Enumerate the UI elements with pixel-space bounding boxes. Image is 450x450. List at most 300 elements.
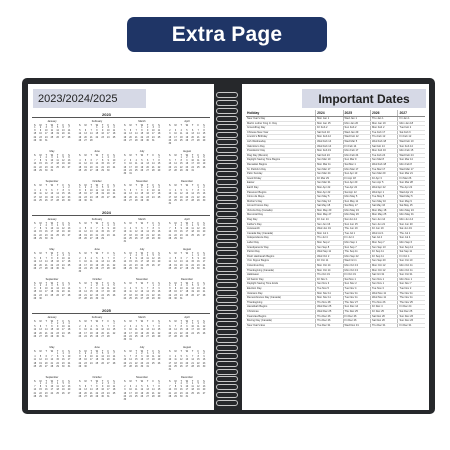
day-number: 14 xyxy=(152,389,155,392)
holiday-name-cell: Groundhog Day xyxy=(246,126,316,131)
binding-ring xyxy=(214,100,242,107)
holiday-date-cell: Sun Jun 20 xyxy=(398,222,425,227)
day-number: 8 xyxy=(101,228,104,231)
weekday-label: F xyxy=(107,350,110,353)
day-number: 21 xyxy=(33,392,37,395)
day-number: 21 xyxy=(50,362,54,365)
holiday-date-cell: Sun Mar 28 xyxy=(398,181,425,186)
day-number: 31 xyxy=(185,395,189,398)
day-number: 18 xyxy=(89,332,93,335)
holiday-date-cell: Sun Sep 7 xyxy=(343,245,370,250)
day-number: 15 xyxy=(152,231,155,234)
day-number: 12 xyxy=(62,386,65,389)
day-number: 4 xyxy=(79,228,81,231)
day-number: 18 xyxy=(157,193,161,196)
day-number: 18 xyxy=(185,291,189,294)
holiday-date-cell: Wed May 5 xyxy=(398,195,425,200)
holiday-date-cell: Mon May 25 xyxy=(371,213,398,218)
day-number: 6 xyxy=(186,356,188,359)
day-number: 7 xyxy=(96,228,98,231)
holiday-name-cell: New Year's Eve xyxy=(246,323,316,328)
holiday-name-cell: Flag Day (Mexico) xyxy=(246,153,316,158)
day-number: 7 xyxy=(90,386,92,389)
month-calendar xyxy=(77,120,117,143)
day-number: 18 xyxy=(39,196,42,199)
weekday-label: W xyxy=(185,350,189,353)
day-number: 12 xyxy=(84,163,87,166)
day-number: 17 xyxy=(129,392,132,395)
month-name: December xyxy=(181,376,193,379)
day-number: 23 xyxy=(39,136,42,139)
day-number: 27 xyxy=(89,169,93,172)
day-number: 16 xyxy=(56,329,59,332)
weekday-label: T xyxy=(56,252,59,255)
day-number: 22 xyxy=(56,362,59,365)
day-number: 10 xyxy=(101,288,104,291)
day-number: 2 xyxy=(56,323,59,325)
day-number: 21 xyxy=(191,362,194,365)
day-number: 8 xyxy=(152,228,154,231)
day-number: 15 xyxy=(179,163,183,166)
day-number: 18 xyxy=(134,392,138,395)
weekday-label: S xyxy=(169,252,171,255)
day-number: 31 xyxy=(62,335,65,338)
day-number: 3 xyxy=(113,157,115,159)
holiday-date-cell: Sun Mar 9 xyxy=(343,158,370,163)
day-number: 23 xyxy=(44,234,48,237)
weekday-label: W xyxy=(50,222,54,225)
day-number: 15 xyxy=(33,133,37,136)
day-number: 4 xyxy=(113,383,115,385)
day-number: 30 xyxy=(84,199,87,202)
day-number: 26 xyxy=(95,267,99,270)
day-number: 11 xyxy=(146,258,149,261)
weekday-label: W xyxy=(50,320,54,323)
day-number: 26 xyxy=(157,362,161,365)
day-number: 11 xyxy=(50,130,54,133)
day-number: 18 xyxy=(129,234,132,237)
holiday-date-cell: Fri Oct 31 xyxy=(343,273,370,278)
day-number: 7 xyxy=(56,190,59,193)
month-name: April xyxy=(184,218,190,221)
day-number: 6 xyxy=(90,160,92,163)
weekday-label: M xyxy=(39,154,42,157)
day-number: 15 xyxy=(157,329,161,332)
ring-shape xyxy=(216,226,238,232)
month-name: September xyxy=(45,376,59,379)
day-number: 28 xyxy=(191,199,194,202)
ring-shape xyxy=(216,124,238,130)
day-number: 24 xyxy=(62,264,65,267)
day-number: 5 xyxy=(203,323,205,325)
holiday-date-cell: Sun Nov 1 xyxy=(371,282,398,287)
month-calendar xyxy=(32,150,72,173)
day-number: 16 xyxy=(140,359,144,362)
day-number: 4 xyxy=(56,225,59,227)
day-number: 27 xyxy=(146,335,149,338)
weekday-label: T xyxy=(191,184,194,187)
day-number: 17 xyxy=(33,196,37,199)
day-number: 19 xyxy=(179,362,183,365)
binding-ring xyxy=(214,337,242,344)
weekday-label: S xyxy=(34,154,36,157)
day-number: 17 xyxy=(89,193,93,196)
binding-ring xyxy=(214,195,242,202)
year-calendar xyxy=(32,210,210,308)
day-number: 14 xyxy=(44,261,48,264)
day-number: 16 xyxy=(185,163,189,166)
weekday-label: S xyxy=(124,380,126,383)
day-number: 15 xyxy=(179,329,183,332)
holiday-date-cell: Thu Feb 12 xyxy=(371,135,398,140)
weekday-label: F xyxy=(107,222,110,225)
weekday-label: S xyxy=(158,154,160,157)
binding-ring xyxy=(214,132,242,139)
weekday-label: T xyxy=(101,350,104,353)
day-number: 24 xyxy=(140,264,144,267)
day-number: 3 xyxy=(84,258,87,261)
day-number: 22 xyxy=(112,332,116,335)
day-number: 16 xyxy=(39,291,42,294)
day-number: 10 xyxy=(174,133,177,136)
day-number: 25 xyxy=(50,136,54,139)
holiday-date-cell: Mon Sep 2 xyxy=(316,241,343,246)
day-number: 21 xyxy=(202,291,206,294)
weekday-label: M xyxy=(129,282,132,285)
holiday-name-cell: Hanukkah Begins xyxy=(246,305,316,310)
day-number: 6 xyxy=(45,356,47,359)
day-number: 8 xyxy=(158,386,160,389)
day-number: 14 xyxy=(67,288,71,291)
day-number: 17 xyxy=(191,163,194,166)
day-number: 17 xyxy=(107,133,110,136)
day-number: 4 xyxy=(96,187,98,189)
holiday-date-cell: Sun May 11 xyxy=(343,199,370,204)
day-number: 26 xyxy=(140,395,144,398)
holiday-date-cell: Sat Apr 12 xyxy=(343,190,370,195)
day-number: 17 xyxy=(123,294,127,297)
day-number: 3 xyxy=(186,225,188,227)
weekday-label: F xyxy=(197,124,200,127)
weekday-label: F xyxy=(62,222,65,225)
binding-ring xyxy=(214,290,242,297)
day-number: 24 xyxy=(191,332,194,335)
day-number: 21 xyxy=(146,234,149,237)
day-number: 23 xyxy=(185,166,189,169)
weekday-label: W xyxy=(95,124,99,127)
weekday-label: S xyxy=(203,184,205,187)
day-number: 16 xyxy=(168,136,172,139)
binding-ring xyxy=(214,234,242,241)
day-number: 16 xyxy=(67,193,71,196)
holiday-date-cell: Mon Feb 17 xyxy=(343,149,370,154)
holiday-date-cell: Mon Jan 1 xyxy=(316,117,343,122)
day-number: 22 xyxy=(168,294,172,297)
day-number: 11 xyxy=(95,356,99,359)
binding-ring xyxy=(214,92,242,99)
holiday-date-cell: Fri Oct 11 xyxy=(316,259,343,264)
day-number: 22 xyxy=(62,196,65,199)
day-number: 9 xyxy=(39,288,42,291)
day-number: 3 xyxy=(129,160,132,163)
day-number: 14 xyxy=(33,231,37,234)
day-number: 30 xyxy=(44,237,48,240)
weekday-label: T xyxy=(135,184,137,187)
day-number: 28 xyxy=(191,365,194,368)
day-number: 2 xyxy=(169,130,171,133)
weekday-label: W xyxy=(50,380,54,383)
holiday-date-cell: Sun Sep 13 xyxy=(371,245,398,250)
day-number: 27 xyxy=(168,335,172,338)
day-number: 7 xyxy=(45,326,47,329)
day-number: 11 xyxy=(90,329,93,332)
day-number: 15 xyxy=(62,193,65,196)
day-number: 14 xyxy=(134,133,138,136)
day-number: 11 xyxy=(174,359,177,362)
weekday-label: T xyxy=(146,350,149,353)
holiday-date-cell: Wed Jan 29 xyxy=(343,130,370,135)
holiday-date-cell: Sat Dec 26 xyxy=(371,314,398,319)
day-number: 23 xyxy=(123,395,127,398)
day-number: 9 xyxy=(124,389,126,392)
weekday-label: S xyxy=(34,282,36,285)
holiday-date-cell: Sat Feb 14 xyxy=(371,144,398,149)
day-number: 7 xyxy=(107,326,109,329)
day-number: 4 xyxy=(152,353,154,355)
day-number: 6 xyxy=(79,288,81,291)
ring-shape xyxy=(216,132,238,138)
day-number: 11 xyxy=(95,190,99,193)
day-number: 21 xyxy=(174,166,177,169)
day-number: 3 xyxy=(101,285,104,287)
day-number: 19 xyxy=(123,136,127,139)
day-number: 22 xyxy=(157,392,161,395)
day-number: 20 xyxy=(107,193,110,196)
weekday-label: T xyxy=(180,350,182,353)
day-number: 10 xyxy=(129,389,132,392)
day-number: 21 xyxy=(95,166,99,169)
weekday-label: W xyxy=(140,380,144,383)
holiday-date-cell: Sat Nov 1 xyxy=(343,277,370,282)
weekday-label: S xyxy=(169,184,171,187)
day-number: 25 xyxy=(157,196,161,199)
weekday-label: T xyxy=(146,124,149,127)
day-number: 24 xyxy=(89,196,93,199)
weekday-label: F xyxy=(62,124,65,127)
weekday-label: S xyxy=(169,282,171,285)
day-number: 22 xyxy=(197,196,200,199)
holiday-date-cell: Sun Jun 15 xyxy=(343,222,370,227)
day-number: 8 xyxy=(96,386,98,389)
day-number: 25 xyxy=(107,294,110,297)
day-number: 6 xyxy=(191,130,194,133)
day-number: 16 xyxy=(95,291,99,294)
day-number: 10 xyxy=(50,386,54,389)
weekday-label: M xyxy=(39,380,42,383)
day-number: 7 xyxy=(203,285,205,287)
day-number: 3 xyxy=(169,356,171,359)
day-number: 17 xyxy=(185,231,189,234)
binding-ring xyxy=(214,384,242,391)
day-number: 15 xyxy=(134,359,138,362)
holiday-date-cell: Wed Feb 10 xyxy=(398,139,425,144)
day-number: 6 xyxy=(68,225,70,227)
holiday-date-cell: Sun Nov 7 xyxy=(398,282,425,287)
day-number: 19 xyxy=(140,166,144,169)
day-number: 4 xyxy=(51,285,53,287)
day-number: 17 xyxy=(129,166,132,169)
day-number: 18 xyxy=(50,291,54,294)
day-grid xyxy=(167,157,207,173)
day-number: 17 xyxy=(202,261,206,264)
day-number: 20 xyxy=(191,136,194,139)
holiday-date-cell: Tue Nov 5 xyxy=(316,286,343,291)
day-number: 28 xyxy=(95,237,99,240)
holiday-name-cell: Ramadan Begins xyxy=(246,162,316,167)
day-number: 23 xyxy=(84,196,87,199)
day-number: 24 xyxy=(107,392,110,395)
day-grid xyxy=(77,323,117,339)
day-number: 7 xyxy=(113,353,115,355)
day-number: 5 xyxy=(180,190,182,193)
day-number: 23 xyxy=(185,332,189,335)
day-number: 8 xyxy=(135,356,137,359)
day-number: 18 xyxy=(152,359,155,362)
weekday-label: F xyxy=(152,154,155,157)
day-number: 11 xyxy=(174,193,177,196)
day-number: 27 xyxy=(107,362,110,365)
day-number: 17 xyxy=(112,163,116,166)
day-number: 13 xyxy=(202,386,206,389)
day-number: 14 xyxy=(134,193,138,196)
day-number: 16 xyxy=(123,332,127,335)
day-number: 20 xyxy=(84,392,87,395)
month-calendar xyxy=(77,316,117,339)
day-number: 13 xyxy=(140,291,144,294)
holiday-date-cell: Wed Dec 31 xyxy=(343,323,370,328)
day-number: 25 xyxy=(78,237,82,240)
day-number: 14 xyxy=(44,329,48,332)
day-number: 22 xyxy=(129,264,132,267)
day-grid xyxy=(122,255,162,271)
day-number: 8 xyxy=(56,356,59,359)
day-number: 25 xyxy=(168,267,172,270)
day-number: 22 xyxy=(157,166,161,169)
day-number: 8 xyxy=(141,190,143,193)
day-number: 3 xyxy=(90,353,92,355)
day-number: 28 xyxy=(44,267,48,270)
day-number: 2 xyxy=(180,225,182,227)
day-number: 12 xyxy=(185,133,189,136)
right-page-header xyxy=(302,89,426,108)
day-number: 6 xyxy=(62,285,64,287)
day-number: 13 xyxy=(179,261,183,264)
day-number: 19 xyxy=(95,332,99,335)
weekday-label: S xyxy=(124,350,126,353)
weekday-label: W xyxy=(140,252,144,255)
holiday-date-cell: Sun Feb 14 xyxy=(398,144,425,149)
weekday-label: W xyxy=(50,154,54,157)
day-number: 6 xyxy=(62,127,64,129)
day-number: 20 xyxy=(67,163,71,166)
weekday-label: W xyxy=(185,184,189,187)
day-number: 28 xyxy=(129,365,132,368)
day-number: 31 xyxy=(50,237,54,240)
ring-shape xyxy=(216,369,238,375)
day-number: 6 xyxy=(90,228,92,231)
weekday-label: T xyxy=(101,320,104,323)
day-number: 11 xyxy=(191,386,194,389)
day-number: 27 xyxy=(123,365,127,368)
day-number: 16 xyxy=(185,329,189,332)
weekday-label: T xyxy=(45,282,47,285)
day-number: 30 xyxy=(168,142,172,145)
day-grid xyxy=(77,157,117,173)
day-number: 21 xyxy=(56,196,59,199)
day-number: 20 xyxy=(185,196,189,199)
day-number: 21 xyxy=(152,332,155,335)
banner-label: Extra Page xyxy=(171,22,283,46)
day-number: 30 xyxy=(157,297,161,300)
day-number: 2 xyxy=(107,157,109,159)
day-number: 27 xyxy=(185,199,189,202)
day-number: 30 xyxy=(67,199,71,202)
day-number: 29 xyxy=(62,199,65,202)
holiday-date-cell: Tue Nov 2 xyxy=(398,286,425,291)
day-number: 16 xyxy=(157,231,161,234)
weekday-label: S xyxy=(203,350,205,353)
day-number: 18 xyxy=(168,264,172,267)
day-number: 12 xyxy=(101,356,104,359)
weekday-label: W xyxy=(140,154,144,157)
day-number: 26 xyxy=(84,237,87,240)
day-number: 11 xyxy=(152,356,155,359)
day-number: 19 xyxy=(62,231,65,234)
binding-ring xyxy=(214,116,242,123)
holiday-date-cell: Wed Feb 14 xyxy=(316,139,343,144)
weekday-label: S xyxy=(113,154,115,157)
holiday-name-cell: Labor Day xyxy=(246,241,316,246)
day-number: 28 xyxy=(185,267,189,270)
holiday-date-cell: Fri Dec 24 xyxy=(398,305,425,310)
day-number: 20 xyxy=(168,332,172,335)
day-number: 26 xyxy=(140,335,144,338)
holiday-date-cell: Mon Oct 13 xyxy=(343,264,370,269)
day-number: 30 xyxy=(185,169,189,172)
day-number: 23 xyxy=(78,267,82,270)
day-number: 19 xyxy=(56,291,59,294)
month-calendar xyxy=(167,376,207,399)
day-number: 3 xyxy=(169,190,171,193)
day-number: 22 xyxy=(39,166,42,169)
day-number: 22 xyxy=(174,392,177,395)
weekday-label: M xyxy=(129,252,132,255)
day-number: 30 xyxy=(101,395,104,398)
holiday-date-cell: Wed Jul 1 xyxy=(371,231,398,236)
day-number: 9 xyxy=(68,190,70,193)
table-row xyxy=(246,323,425,328)
day-number: 21 xyxy=(107,264,110,267)
day-number: 8 xyxy=(79,190,81,193)
day-number: 3 xyxy=(51,383,53,385)
day-number: 17 xyxy=(101,291,104,294)
day-number: 13 xyxy=(62,288,65,291)
day-number: 11 xyxy=(67,258,71,261)
day-number: 25 xyxy=(67,264,71,267)
holiday-date-cell: Sun Dec 26 xyxy=(398,319,425,324)
day-number: 3 xyxy=(51,157,53,159)
month-calendar xyxy=(167,120,207,146)
